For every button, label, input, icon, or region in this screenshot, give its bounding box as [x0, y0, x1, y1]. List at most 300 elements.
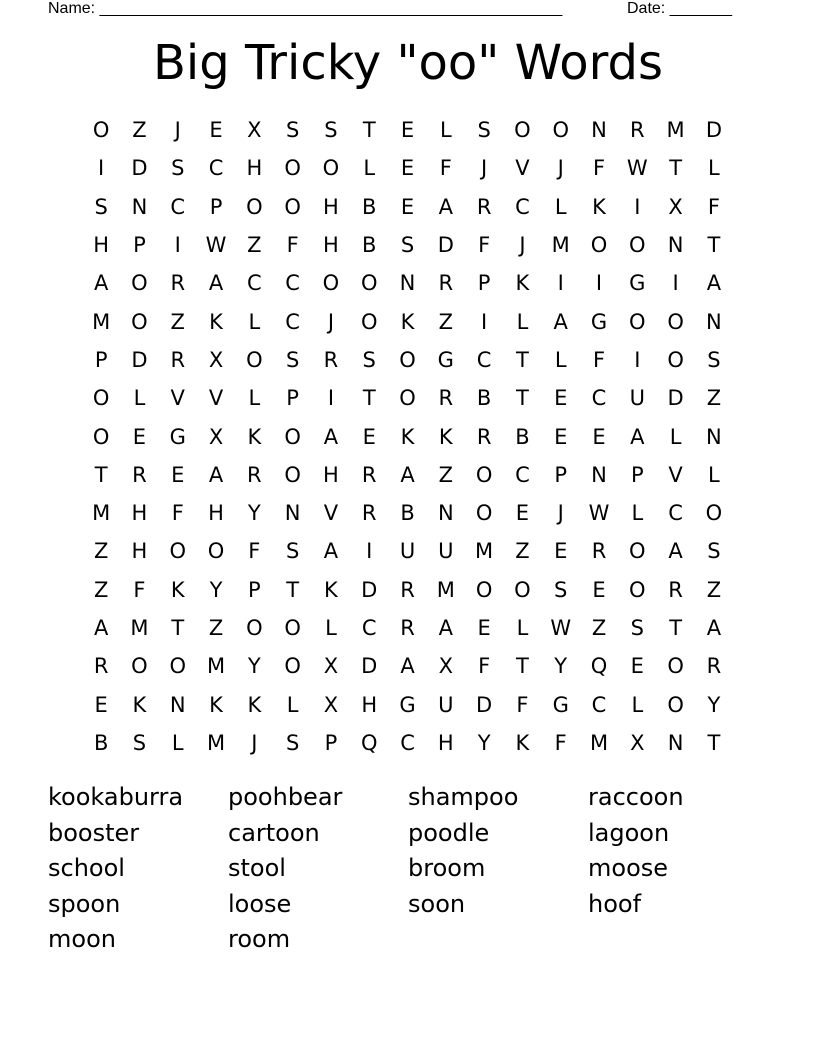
grid-letter[interactable]: O — [667, 309, 684, 334]
grid-letter[interactable]: E — [400, 194, 415, 219]
grid-letter[interactable]: K — [400, 309, 415, 334]
grid-letter[interactable]: S — [477, 118, 491, 143]
grid-letter[interactable]: K — [209, 692, 223, 717]
grid-letter[interactable]: A — [93, 271, 109, 296]
grid-letter[interactable]: M — [130, 616, 149, 640]
grid-letter[interactable]: O — [514, 118, 531, 143]
grid-letter[interactable]: P — [630, 462, 644, 487]
grid-letter[interactable]: M — [206, 654, 226, 679]
grid-letter[interactable]: M — [92, 309, 111, 334]
grid-letter[interactable]: V — [515, 156, 530, 181]
grid-letter[interactable]: M — [92, 501, 111, 526]
grid-letter[interactable]: R — [630, 118, 645, 143]
grid-letter[interactable]: M — [666, 118, 685, 143]
grid-letter[interactable]: O — [667, 654, 684, 679]
grid-letter[interactable]: K — [515, 271, 530, 296]
grid-letter[interactable]: K — [400, 424, 415, 449]
grid-letter[interactable]: L — [631, 501, 644, 526]
grid-letter[interactable]: R — [476, 194, 492, 219]
grid-letter[interactable]: F — [592, 156, 606, 181]
grid-letter[interactable]: S — [630, 616, 644, 640]
grid-letter[interactable]: M — [206, 730, 226, 755]
grid-letter[interactable]: E — [554, 386, 568, 411]
grid-letter[interactable]: P — [94, 347, 108, 372]
grid-letter[interactable]: B — [476, 386, 492, 411]
grid-letter[interactable]: F — [478, 233, 491, 258]
grid-letter[interactable]: Y — [247, 501, 261, 526]
grid-letter[interactable]: Q — [590, 654, 608, 679]
grid-letter[interactable]: K — [438, 424, 453, 449]
grid-letter[interactable]: T — [516, 386, 529, 411]
grid-letter[interactable]: Y — [477, 730, 491, 755]
grid-letter[interactable]: L — [708, 156, 720, 181]
grid-letter[interactable]: M — [436, 577, 455, 602]
grid-letter[interactable]: G — [629, 271, 646, 296]
grid-letter[interactable]: L — [631, 692, 644, 717]
grid-letter[interactable]: E — [400, 156, 415, 181]
grid-letter[interactable]: N — [706, 309, 722, 334]
word-list-item: soon — [408, 889, 466, 918]
grid-letter[interactable]: F — [171, 501, 184, 526]
grid-letter[interactable]: I — [634, 194, 641, 219]
grid-letter[interactable]: P — [209, 194, 223, 219]
grid-letter[interactable]: Z — [132, 118, 147, 143]
grid-letter[interactable]: C — [285, 271, 300, 296]
grid-letter[interactable]: O — [92, 424, 110, 449]
grid-letter[interactable]: L — [248, 309, 261, 334]
grid-letter[interactable]: I — [672, 271, 679, 296]
grid-letter[interactable]: A — [438, 194, 453, 219]
grid-letter[interactable]: S — [285, 347, 300, 372]
grid-letter[interactable]: B — [362, 233, 377, 258]
grid-letter[interactable]: J — [557, 156, 564, 181]
word-list-item: poodle — [408, 818, 490, 847]
page-title: Big Tricky "oo" Words — [153, 35, 663, 91]
grid-letter[interactable]: C — [591, 386, 607, 411]
grid-letter[interactable]: F — [707, 194, 720, 219]
grid-letter[interactable]: H — [131, 539, 148, 564]
grid-letter[interactable]: R — [706, 654, 722, 679]
grid-letter[interactable]: P — [324, 730, 338, 755]
grid-letter[interactable]: O — [284, 424, 301, 449]
grid-letter[interactable]: O — [284, 156, 301, 181]
grid-letter[interactable]: C — [591, 692, 607, 717]
grid-letter[interactable]: O — [92, 386, 110, 411]
grid-letter[interactable]: R — [361, 501, 377, 526]
grid-letter[interactable]: A — [668, 539, 683, 564]
grid-letter[interactable]: S — [285, 730, 300, 755]
grid-letter[interactable]: R — [476, 424, 492, 449]
grid-letter[interactable]: M — [589, 730, 609, 755]
grid-letter[interactable]: Z — [247, 233, 262, 258]
grid-letter[interactable]: K — [324, 577, 338, 602]
grid-letter[interactable]: O — [590, 233, 608, 258]
grid-letter[interactable]: Y — [209, 577, 223, 602]
grid-letter[interactable]: F — [554, 730, 567, 755]
grid-letter[interactable]: D — [476, 692, 493, 717]
grid-letter[interactable]: R — [438, 271, 454, 296]
grid-letter[interactable]: J — [557, 501, 564, 526]
grid-letter[interactable]: Z — [438, 462, 454, 487]
grid-letter[interactable]: Y — [707, 692, 721, 717]
grid-letter[interactable]: B — [93, 730, 109, 755]
grid-letter[interactable]: P — [133, 233, 146, 258]
grid-letter[interactable]: C — [170, 194, 186, 219]
grid-letter[interactable]: A — [553, 309, 568, 334]
grid-letter[interactable]: T — [171, 616, 185, 640]
grid-letter[interactable]: S — [707, 539, 721, 564]
grid-letter[interactable]: O — [207, 539, 225, 564]
grid-letter[interactable]: O — [284, 462, 301, 487]
grid-letter[interactable]: X — [668, 194, 683, 219]
grid-letter[interactable]: K — [247, 424, 262, 449]
grid-letter[interactable]: S — [285, 539, 300, 564]
grid-letter[interactable]: K — [515, 730, 530, 755]
grid-letter[interactable]: L — [516, 616, 529, 640]
grid-letter[interactable]: X — [438, 654, 454, 679]
grid-letter[interactable]: P — [248, 577, 261, 602]
grid-letter[interactable]: E — [209, 118, 223, 143]
grid-letter[interactable]: Z — [591, 616, 607, 640]
grid-letter[interactable]: T — [286, 577, 300, 602]
grid-letter[interactable]: A — [208, 271, 224, 296]
grid-letter[interactable]: Z — [93, 539, 109, 564]
grid-letter[interactable]: R — [93, 654, 109, 679]
grid-letter[interactable]: O — [92, 118, 110, 143]
date-field-label: Date: _______ — [627, 0, 732, 17]
grid-letter[interactable]: O — [667, 347, 684, 372]
grid-letter[interactable]: X — [630, 730, 645, 755]
grid-letter[interactable]: D — [437, 233, 454, 258]
grid-letter[interactable]: W — [588, 501, 610, 526]
grid-letter[interactable]: S — [362, 347, 376, 372]
grid-letter[interactable]: C — [476, 347, 492, 372]
grid-letter[interactable]: C — [668, 501, 683, 526]
grid-letter[interactable]: J — [327, 309, 335, 334]
grid-letter[interactable]: N — [399, 271, 416, 296]
grid-letter[interactable]: R — [400, 577, 415, 602]
grid-letter[interactable]: R — [247, 462, 262, 487]
grid-letter[interactable]: X — [323, 692, 339, 717]
grid-letter[interactable]: E — [592, 577, 606, 602]
grid-letter[interactable]: O — [629, 309, 646, 334]
grid-letter[interactable]: L — [248, 386, 261, 411]
grid-letter[interactable]: C — [515, 194, 530, 219]
grid-letter[interactable]: G — [552, 692, 569, 717]
grid-letter[interactable]: N — [591, 462, 607, 487]
grid-letter[interactable]: O — [284, 654, 301, 679]
grid-letter[interactable]: D — [131, 156, 148, 181]
grid-letter[interactable]: O — [360, 271, 378, 296]
grid-letter[interactable]: O — [322, 156, 340, 181]
grid-letter[interactable]: J — [519, 233, 526, 258]
grid-letter[interactable]: M — [475, 539, 494, 564]
grid-letter[interactable]: L — [133, 386, 146, 411]
grid-letter[interactable]: V — [668, 462, 683, 487]
grid-letter[interactable]: N — [284, 501, 301, 526]
grid-letter[interactable]: O — [246, 616, 263, 640]
grid-letter[interactable]: D — [361, 577, 378, 602]
grid-letter[interactable]: J — [481, 156, 488, 181]
grid-letter[interactable]: E — [400, 118, 415, 143]
grid-letter[interactable]: X — [247, 118, 262, 143]
grid-letter[interactable]: O — [246, 347, 263, 372]
grid-letter[interactable]: L — [669, 424, 682, 449]
grid-letter[interactable]: N — [169, 692, 186, 717]
grid-letter[interactable]: U — [438, 539, 454, 564]
grid-letter[interactable]: H — [131, 501, 148, 526]
grid-letter[interactable]: Q — [360, 730, 378, 755]
grid-letter[interactable]: A — [323, 424, 339, 449]
grid-letter[interactable]: R — [361, 462, 377, 487]
grid-letter[interactable]: I — [557, 271, 564, 296]
grid-letter[interactable]: S — [94, 194, 108, 219]
grid-letter[interactable]: G — [399, 692, 416, 717]
grid-letter[interactable]: N — [667, 730, 684, 755]
grid-letter[interactable]: T — [707, 233, 721, 258]
grid-letter[interactable]: K — [209, 309, 223, 334]
grid-letter[interactable]: O — [284, 616, 301, 640]
grid-letter[interactable]: U — [629, 386, 645, 411]
grid-letter[interactable]: L — [439, 118, 452, 143]
grid-letter[interactable]: A — [208, 462, 224, 487]
grid-letter[interactable]: C — [361, 616, 377, 640]
grid-letter[interactable]: C — [208, 156, 224, 181]
grid-letter[interactable]: I — [634, 347, 641, 372]
grid-letter[interactable]: U — [438, 692, 454, 717]
grid-letter[interactable]: K — [247, 692, 262, 717]
grid-letter[interactable]: F — [133, 577, 146, 602]
grid-letter[interactable]: R — [170, 271, 186, 296]
grid-letter[interactable]: O — [514, 577, 531, 602]
grid-letter[interactable]: S — [285, 118, 300, 143]
grid-letter[interactable]: F — [439, 156, 452, 181]
grid-letter[interactable]: G — [169, 424, 186, 449]
grid-letter[interactable]: L — [708, 462, 720, 487]
grid-letter[interactable]: E — [477, 616, 491, 640]
grid-letter[interactable]: O — [475, 462, 493, 487]
grid-letter[interactable]: I — [98, 156, 105, 181]
grid-letter[interactable]: W — [550, 616, 572, 640]
grid-letter[interactable]: O — [131, 271, 148, 296]
grid-letter[interactable]: V — [208, 386, 224, 411]
grid-letter[interactable]: O — [552, 118, 569, 143]
grid-letter[interactable]: O — [246, 194, 263, 219]
grid-letter[interactable]: Z — [706, 577, 722, 602]
grid-letter[interactable]: T — [516, 654, 529, 679]
grid-letter[interactable]: K — [592, 194, 606, 219]
grid-letter[interactable]: O — [131, 309, 148, 334]
grid-letter[interactable]: S — [554, 577, 568, 602]
grid-letter[interactable]: H — [437, 730, 454, 755]
grid-letter[interactable]: R — [668, 577, 683, 602]
grid-letter[interactable]: F — [516, 692, 529, 717]
grid-letter[interactable]: F — [592, 347, 606, 372]
grid-letter[interactable]: A — [93, 616, 109, 640]
word-list-item: booster — [48, 818, 140, 847]
grid-letter[interactable]: L — [171, 730, 184, 755]
grid-letter[interactable]: A — [630, 424, 645, 449]
word-list-item: poohbear — [228, 783, 343, 811]
grid-letter[interactable]: X — [208, 424, 224, 449]
grid-letter[interactable]: R — [591, 539, 607, 564]
grid-letter[interactable]: C — [515, 462, 530, 487]
grid-letter[interactable]: O — [360, 309, 378, 334]
grid-letter[interactable]: E — [630, 654, 644, 679]
grid-letter[interactable]: O — [169, 539, 186, 564]
grid-letter[interactable]: T — [94, 462, 108, 487]
grid-letter[interactable]: O — [667, 692, 684, 717]
grid-letter[interactable]: O — [322, 271, 340, 296]
grid-letter[interactable]: E — [554, 424, 568, 449]
grid-letter[interactable]: I — [327, 386, 335, 411]
grid-letter[interactable]: D — [361, 654, 378, 679]
grid-letter[interactable]: O — [131, 654, 148, 679]
grid-letter[interactable]: N — [131, 194, 148, 219]
grid-letter[interactable]: P — [286, 386, 299, 411]
grid-letter[interactable]: T — [669, 616, 683, 640]
grid-letter[interactable]: J — [174, 118, 181, 143]
grid-letter[interactable]: Y — [554, 654, 568, 679]
grid-letter[interactable]: K — [132, 692, 147, 717]
grid-letter[interactable]: W — [205, 233, 227, 258]
grid-letter[interactable]: H — [208, 501, 224, 526]
grid-letter[interactable]: L — [286, 692, 299, 717]
grid-letter[interactable]: O — [629, 233, 646, 258]
grid-letter[interactable]: I — [366, 539, 373, 564]
grid-letter[interactable]: A — [400, 654, 415, 679]
grid-letter[interactable]: T — [669, 156, 683, 181]
grid-letter[interactable]: H — [323, 462, 339, 487]
grid-letter[interactable]: R — [323, 347, 339, 372]
grid-letter[interactable]: O — [284, 194, 301, 219]
grid-letter[interactable]: O — [169, 654, 186, 679]
grid-letter[interactable]: V — [170, 386, 185, 411]
grid-letter[interactable]: V — [323, 501, 339, 526]
grid-letter[interactable]: B — [362, 194, 377, 219]
grid-letter[interactable]: Z — [93, 577, 109, 602]
grid-letter[interactable]: A — [706, 271, 722, 296]
grid-letter[interactable]: C — [247, 271, 262, 296]
grid-letter[interactable]: S — [132, 730, 147, 755]
grid-letter[interactable]: E — [132, 424, 147, 449]
grid-letter[interactable]: U — [399, 539, 416, 564]
grid-letter[interactable]: E — [94, 692, 108, 717]
grid-letter[interactable]: D — [705, 118, 722, 143]
grid-letter[interactable]: N — [706, 424, 722, 449]
grid-letter[interactable]: F — [478, 654, 491, 679]
grid-letter[interactable]: Z — [438, 309, 454, 334]
grid-letter[interactable]: H — [323, 233, 339, 258]
grid-letter[interactable]: J — [251, 730, 258, 755]
grid-letter[interactable]: T — [362, 386, 376, 411]
grid-letter[interactable]: O — [399, 347, 416, 372]
grid-letter[interactable]: I — [174, 233, 181, 258]
grid-letter[interactable]: X — [208, 347, 224, 372]
grid-letter[interactable]: T — [707, 730, 721, 755]
grid-letter[interactable]: S — [324, 118, 338, 143]
grid-letter[interactable]: H — [361, 692, 378, 717]
grid-letter[interactable]: L — [554, 194, 567, 219]
grid-letter[interactable]: D — [131, 347, 148, 372]
grid-letter[interactable]: O — [705, 501, 723, 526]
grid-letter[interactable]: N — [667, 233, 684, 258]
grid-letter[interactable]: T — [516, 347, 529, 372]
grid-letter[interactable]: E — [554, 539, 568, 564]
grid-letter[interactable]: P — [477, 271, 491, 296]
grid-letter[interactable]: K — [170, 577, 185, 602]
word-list-item: stool — [228, 854, 286, 882]
grid-letter[interactable]: B — [515, 424, 530, 449]
grid-letter[interactable]: F — [286, 233, 299, 258]
grid-letter[interactable]: E — [362, 424, 376, 449]
grid-letter[interactable]: D — [667, 386, 684, 411]
grid-letter[interactable]: R — [132, 462, 147, 487]
grid-letter[interactable]: R — [438, 386, 454, 411]
grid-letter[interactable]: I — [481, 309, 488, 334]
grid-letter[interactable]: Z — [170, 309, 185, 334]
word-list-item: hoof — [588, 889, 642, 918]
grid-letter[interactable]: Z — [515, 539, 530, 564]
grid-letter[interactable]: O — [629, 539, 646, 564]
grid-letter[interactable]: O — [475, 577, 493, 602]
word-list-item: moose — [588, 854, 669, 882]
grid-letter[interactable]: S — [707, 347, 721, 372]
grid-letter[interactable]: R — [400, 616, 415, 640]
grid-letter[interactable]: H — [246, 156, 263, 181]
grid-letter[interactable]: L — [325, 616, 337, 640]
grid-letter[interactable]: A — [706, 616, 722, 640]
word-list-item: shampoo — [408, 783, 519, 811]
grid-letter[interactable]: I — [595, 271, 603, 296]
grid-letter[interactable]: C — [285, 309, 300, 334]
grid-letter[interactable]: O — [629, 577, 646, 602]
grid-letter[interactable]: H — [93, 233, 110, 258]
grid-letter[interactable]: G — [590, 309, 608, 334]
grid-letter[interactable]: O — [475, 501, 493, 526]
grid-letter[interactable]: E — [592, 424, 606, 449]
grid-letter[interactable]: Y — [247, 654, 261, 679]
grid-letter[interactable]: G — [437, 347, 454, 372]
grid-letter[interactable]: M — [551, 233, 570, 258]
grid-letter[interactable]: L — [363, 156, 376, 181]
grid-letter[interactable]: E — [171, 462, 185, 487]
grid-letter[interactable]: X — [323, 654, 339, 679]
grid-letter[interactable]: C — [400, 730, 415, 755]
word-list-item: broom — [408, 854, 486, 882]
grid-letter[interactable]: Z — [208, 616, 224, 640]
grid-letter[interactable]: A — [438, 616, 453, 640]
grid-letter[interactable]: P — [554, 462, 568, 487]
grid-letter[interactable]: O — [399, 386, 416, 411]
grid-letter[interactable]: F — [248, 539, 261, 564]
grid-letter[interactable]: N — [591, 118, 607, 143]
grid-letter[interactable]: N — [437, 501, 454, 526]
grid-letter[interactable]: W — [626, 156, 648, 181]
grid-letter[interactable]: B — [400, 501, 415, 526]
grid-letter[interactable]: A — [400, 462, 415, 487]
grid-letter[interactable]: R — [170, 347, 186, 372]
grid-letter[interactable]: Z — [706, 386, 722, 411]
grid-letter[interactable]: S — [171, 156, 185, 181]
grid-letter[interactable]: H — [323, 194, 339, 219]
grid-letter[interactable]: L — [554, 347, 567, 372]
grid-letter[interactable]: E — [515, 501, 530, 526]
grid-letter[interactable]: T — [362, 118, 376, 143]
grid-letter[interactable]: A — [323, 539, 339, 564]
grid-letter[interactable]: S — [400, 233, 415, 258]
grid-letter[interactable]: L — [516, 309, 529, 334]
